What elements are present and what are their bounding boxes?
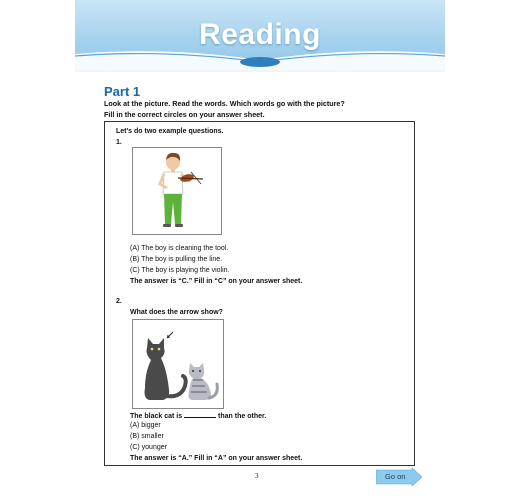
boy-violin-picture (132, 147, 222, 235)
instruction-line: Look at the picture. Read the words. Which words go with the picture? (104, 99, 345, 108)
answer-option: (B) smaller (130, 433, 164, 440)
instruction-line: Fill in the correct circles on your answer sheet. (104, 110, 265, 119)
header-banner (75, 0, 445, 72)
question-number: 1. (116, 139, 122, 146)
answer-option: (C) younger (130, 444, 167, 451)
cats-illustration (133, 320, 223, 408)
intro-text: Let's do two example questions. (116, 128, 224, 135)
boy-violin-illustration (133, 148, 221, 234)
page-number: 3 (255, 472, 259, 480)
sentence-start: The black cat is (130, 413, 183, 420)
arrow-icon (167, 332, 173, 338)
question-box (104, 121, 415, 466)
go-on-label: Go on (385, 472, 406, 481)
answer-option: (A) bigger (130, 422, 161, 429)
section-title: Part 1 (104, 84, 141, 99)
instructions (104, 98, 424, 120)
sentence-end: than the other. (218, 413, 267, 420)
answer-explanation: The answer is “A.” Fill in “A” on your answer sheet. (130, 455, 303, 462)
answer-option: (C) The boy is playing the violin. (130, 267, 230, 274)
page-title: Reading (199, 18, 321, 51)
answer-explanation: The answer is “C.” Fill in “C” on your answer sheet. (130, 278, 303, 285)
cats-picture (132, 319, 224, 409)
answer-option: (A) The boy is cleaning the tool. (130, 245, 229, 252)
answer-option: (B) The boy is pulling the line. (130, 256, 223, 263)
question-prompt: What does the arrow show? (130, 309, 223, 316)
answer-blank (184, 410, 216, 418)
go-on-button[interactable] (376, 468, 422, 486)
question-number: 2. (116, 298, 122, 305)
